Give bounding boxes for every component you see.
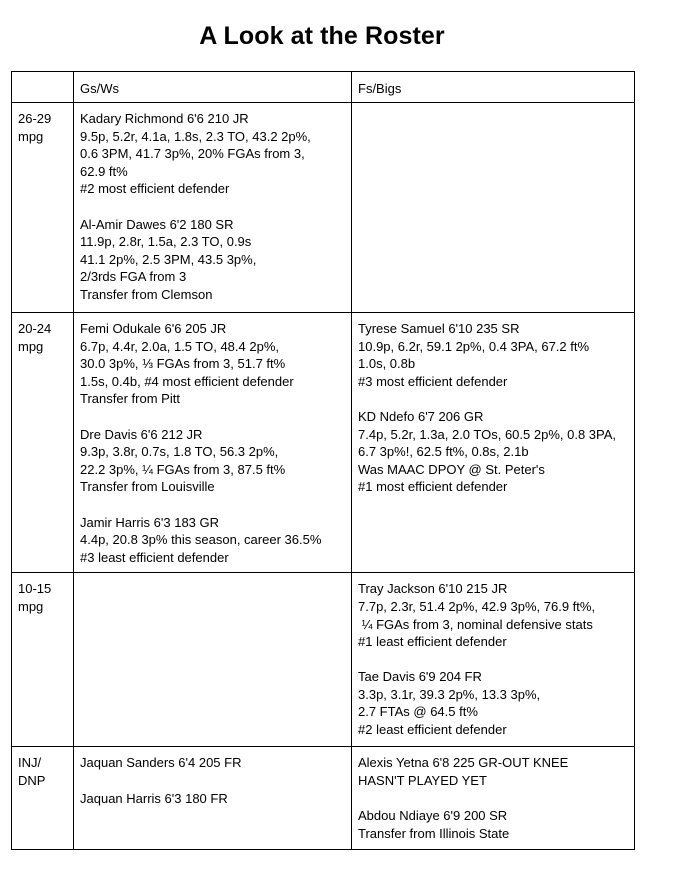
table-row [12,103,635,313]
header-cell-blank [12,72,74,103]
player-stat-line: 6.7p, 4.4r, 2.0a, 1.5 TO, 48.4 2p%, [80,338,279,354]
player-stat-line: 22.2 3p%, ¼ FGAs from 3, 87.5 ft% [80,461,286,477]
minutes-label-line: DNP [18,772,46,788]
minutes-label-cell [12,103,74,313]
header-cell-guards: Gs/Ws [74,72,352,103]
player-stat-line: #2 least efficient defender [358,722,507,738]
bigs-cell [352,573,635,747]
player-stat-line: #1 most efficient defender [358,479,508,495]
player-stat-line: 1.5s, 0.4b, #4 most efficient defender [80,373,294,389]
minutes-label-cell [12,573,74,747]
table-row [12,747,635,850]
player-entry [80,426,345,496]
player-entry [80,216,345,304]
player-stat-line: 4.4p, 20.8 3p% this season, career 36.5% [80,532,322,548]
guards-cell [74,573,352,747]
bigs-cell [352,103,635,313]
player-entry [80,110,345,198]
player-name-line: Tyrese Samuel 6'10 235 SR [358,321,520,336]
player-stat-line: 7.7p, 2.3r, 51.4 2p%, 42.9 3p%, 76.9 ft%, [358,598,596,614]
player-entry [80,754,345,772]
minutes-label-line: mpg [18,128,44,144]
player-entry [80,790,345,808]
player-stat-line: 6.7 3p%!, 62.5 ft%, 0.8s, 2.1b [358,444,529,460]
player-stat-line: #2 most efficient defender [80,181,230,197]
player-stat-line: 0.6 3PM, 41.7 3p%, 20% FGAs from 3, [80,146,305,162]
player-name-line: KD Ndefo 6'7 206 GR [358,408,484,424]
player-stat-line: Was MAAC DPOY @ St. Peter's [358,461,545,477]
player-entry [358,668,628,738]
player-stat-line: 1.0s, 0.8b [358,356,416,372]
player-name-line: Al-Amir Dawes 6'2 180 SR [80,216,234,232]
page-title: A Look at the Roster [199,22,445,50]
player-entry [80,320,345,408]
player-entry [358,320,628,390]
bigs-cell [352,313,635,573]
player-name-line: Jaquan Harris 6'3 180 FR [80,790,228,806]
player-stat-line: #3 least efficient defender [80,549,229,565]
player-stat-line: 7.4p, 5.2r, 1.3a, 2.0 TOs, 60.5 2p%, 0.8 3PA, [358,426,617,442]
guards-cell [74,103,352,313]
roster-table [11,71,635,850]
minutes-label-line: INJ/ [18,755,42,771]
player-name-line: Tae Davis 6'9 204 FR [358,669,482,685]
player-entry [80,514,345,567]
minutes-label-line: mpg [18,338,44,354]
player-stat-line: 2/3rds FGA from 3 [80,269,187,285]
player-entry [358,754,628,789]
player-stat-line: Transfer from Louisville [80,479,215,495]
player-stat-line: 41.1 2p%, 2.5 3PM, 43.5 3p%, [80,251,257,267]
player-entry [358,807,628,842]
player-stat-line: #1 least efficient defender [358,634,507,650]
player-stat-line: 9.3p, 3.8r, 0.7s, 1.8 TO, 56.3 2p%, [80,444,279,460]
guards-cell [74,747,352,850]
player-name-line: Tray Jackson 6'10 215 JR [358,581,508,597]
player-stat-line: #3 most efficient defender [358,373,508,389]
minutes-label-cell [12,747,74,850]
bigs-cell [352,747,635,850]
player-stat-line: 2.7 FTAs @ 64.5 ft% [358,704,478,720]
minutes-label-line: 26-29 [18,111,52,126]
player-stat-line: Transfer from Pitt [80,391,180,407]
table-row [12,313,635,573]
player-name-line: Dre Davis 6'6 212 JR [80,426,203,442]
player-stat-line: 62.9 ft% [80,163,128,179]
header-cell-bigs: Fs/Bigs [352,72,635,103]
minutes-label-cell [12,313,74,573]
minutes-label-line: 10-15 [18,581,52,597]
player-stat-line: 3.3p, 3.1r, 39.3 2p%, 13.3 3p%, [358,686,541,702]
player-stat-line: Transfer from Clemson [80,286,213,302]
header-row [12,72,635,103]
player-name-line: Femi Odukale 6'6 205 JR [80,321,227,336]
player-name-line: Alexis Yetna 6'8 225 GR-OUT KNEE [358,755,569,771]
guards-cell [74,313,352,573]
minutes-label-line: 20-24 [18,321,52,336]
player-stat-line: HASN'T PLAYED YET [358,772,487,788]
player-stat-line: 11.9p, 2.8r, 1.5a, 2.3 TO, 0.9s [80,234,252,250]
player-stat-line: 30.0 3p%, ⅓ FGAs from 3, 51.7 ft% [80,356,286,372]
player-name-line: Kadary Richmond 6'6 210 JR [80,111,249,126]
player-stat-line: 10.9p, 6.2r, 59.1 2p%, 0.4 3PA, 67.2 ft% [358,338,590,354]
player-entry [358,408,628,496]
minutes-label-line: mpg [18,598,44,614]
table-row [12,573,635,747]
player-entry [358,580,628,650]
player-stat-line: Transfer from Illinois State [358,825,510,841]
player-stat-line: ¼ FGAs from 3, nominal defensive stats [358,616,593,632]
player-stat-line: 9.5p, 5.2r, 4.1a, 1.8s, 2.3 TO, 43.2 2p%, [80,128,311,144]
player-name-line: Jaquan Sanders 6'4 205 FR [80,755,242,771]
player-name-line: Jamir Harris 6'3 183 GR [80,514,220,530]
player-name-line: Abdou Ndiaye 6'9 200 SR [358,808,508,824]
